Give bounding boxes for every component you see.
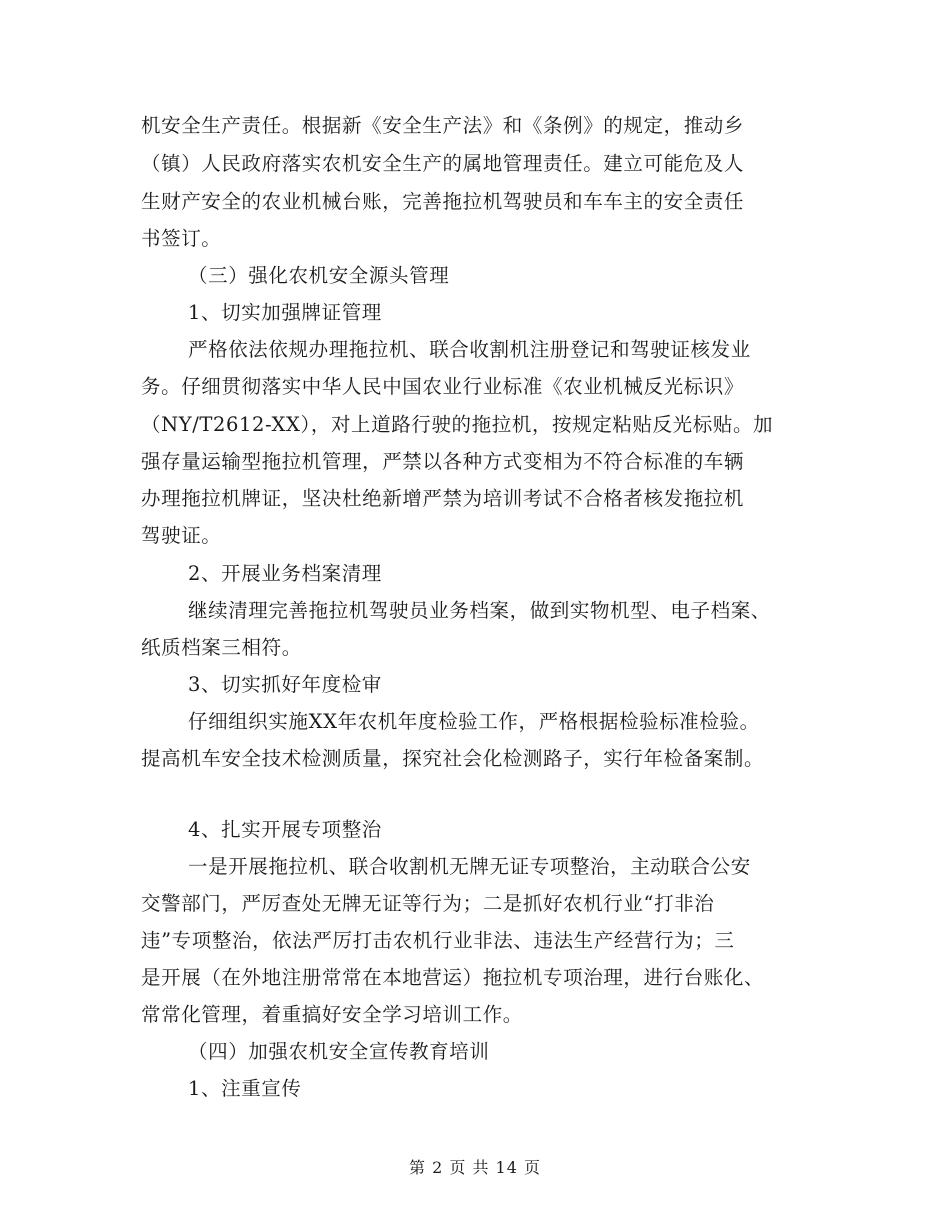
body-text-line: 继续清理完善拖拉机驾驶员业务档案，做到实物机型、电子档案、 <box>188 599 771 622</box>
subsection-heading: 3、切实抓好年度检审 <box>188 673 382 696</box>
body-text-line: 提高机车安全技术检测质量，探究社会化检测路子，实行年检备案制。 <box>141 747 765 770</box>
body-text-line: （NY/T2612-XX），对上道路行驶的拖拉机，按规定粘贴反光标贴。加 <box>141 413 774 436</box>
section-heading: （四）加强农机安全宣传教育培训 <box>188 1040 490 1063</box>
subsection-heading: 1、切实加强牌证管理 <box>188 301 382 324</box>
body-text-line: 纸质档案三相符。 <box>141 636 302 659</box>
body-text-line: 强存量运输型拖拉机管理，严禁以各种方式变相为不符合标准的车辆 <box>141 450 745 473</box>
subsection-heading: 1、注重宣传 <box>188 1077 302 1100</box>
body-text-line: 是开展（在外地注册常常在本地营运）拖拉机专项治理，进行台账化、 <box>141 966 765 989</box>
subsection-heading: 2、开展业务档案清理 <box>188 562 382 585</box>
body-text-line: 机安全生产责任。根据新《安全生产法》和《条例》的规定，推动乡 <box>141 114 745 137</box>
body-text-line: 务。仔细贯彻落实中华人民中国农业行业标准《农业机械反光标识》 <box>141 375 745 398</box>
body-text-line: （镇）人民政府落实农机安全生产的属地管理责任。建立可能危及人 <box>141 152 745 175</box>
subsection-heading: 4、扎实开展专项整治 <box>188 818 382 841</box>
body-text-line: 办理拖拉机牌证，坚决杜绝新增严禁为培训考试不合格者核发拖拉机 <box>141 487 745 510</box>
body-text-line: 书签订。 <box>141 227 222 250</box>
body-text-line: 生财产安全的农业机械台账，完善拖拉机驾驶员和车车主的安全责任 <box>141 190 745 213</box>
body-text-line: 驾驶证。 <box>141 524 222 547</box>
page-footer: 第 2 页 共 14 页 <box>409 1158 541 1177</box>
body-text-line: 一是开展拖拉机、联合收割机无牌无证专项整治，主动联合公安 <box>188 855 751 878</box>
section-heading: （三）强化农机安全源头管理 <box>188 264 450 287</box>
body-text-line: 违”专项整治，依法严厉打击农机行业非法、违法生产经营行为；三 <box>141 929 735 952</box>
body-text-line: 仔细组织实施XX年农机年度检验工作，严格根据检验标准检验。 <box>188 710 760 733</box>
body-text-line: 常常化管理，着重搞好安全学习培训工作。 <box>141 1003 523 1026</box>
body-text-line: 交警部门，严厉查处无牌无证等行为；二是抓好农机行业“打非治 <box>141 892 715 915</box>
body-text-line: 严格依法依规办理拖拉机、联合收割机注册登记和驾驶证核发业 <box>188 338 751 361</box>
